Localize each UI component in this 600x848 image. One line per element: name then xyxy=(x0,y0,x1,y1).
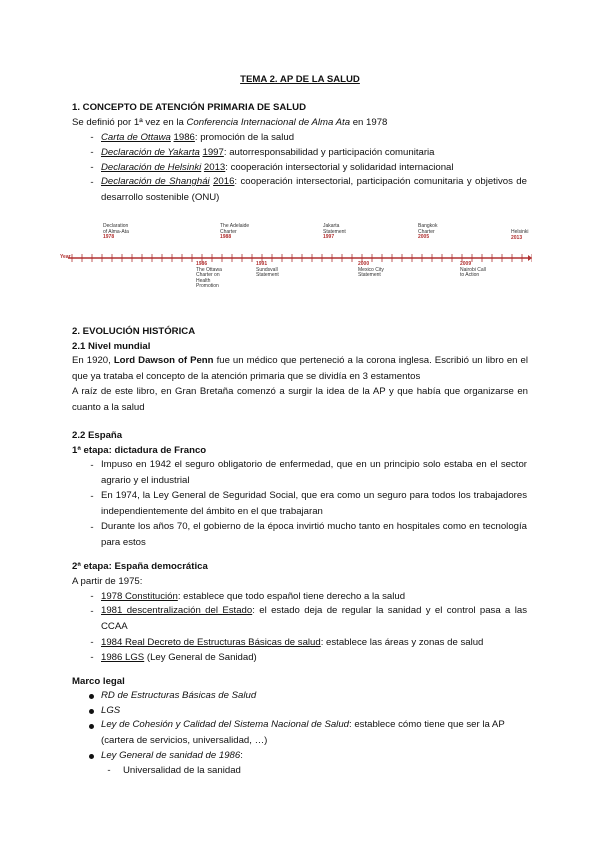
list-dash: - xyxy=(107,765,111,776)
list-item: Ley General de sanidad de 1986: xyxy=(101,750,243,761)
list-dash: - xyxy=(90,606,94,617)
stage-1-heading: 1ª etapa: dictadura de Franco xyxy=(72,445,207,456)
paragraph-dawson: En 1920, Lord Dawson of Penn fue un médico que perteneció a la corona inglesa. Escribió un libro en el que ya trataba el concepto de la atención primaria que se dividía en 3 estamentos xyxy=(72,355,529,382)
list-dash: - xyxy=(90,177,94,188)
section-1-heading: 1. CONCEPTO DE ATENCIÓN PRIMARIA DE SALUD xyxy=(72,102,306,113)
list-dash: - xyxy=(90,132,94,143)
list-item: LGS xyxy=(101,705,121,716)
timeline-event-helsinki: Helsinki 2013 xyxy=(511,229,529,241)
list-item: Universalidad de la sanidad xyxy=(123,765,241,776)
list-dash: - xyxy=(90,491,94,502)
list-item: Declaración de Helsinki 2013: cooperación intersectorial y solidaridad internacional xyxy=(101,162,454,173)
timeline-event-nairobi: 2009 Nairobi Call to Action xyxy=(460,261,486,279)
page-title: TEMA 2. AP DE LA SALUD xyxy=(240,74,360,85)
timeline-event-adelaide: The Adelaide Charter 1988 xyxy=(220,223,250,241)
list-item: RD de Estructuras Básicas de Salud xyxy=(101,690,257,701)
timeline-arrowhead xyxy=(528,255,532,261)
bullet-dot xyxy=(89,709,94,714)
list-item: Impuso en 1942 el seguro obligatorio de enfermedad, que en un principio solo estaba en el sector agrario y el industrial xyxy=(101,459,527,486)
list-item: Ley de Cohesión y Calidad del Sistema Nacional de Salud: establece cómo tiene que ser la AP (cartera de servicios, universalidad, …) xyxy=(101,719,505,746)
subsection-2-1-heading: 2.1 Nivel mundial xyxy=(72,341,151,352)
section-1-intro: Se definió por 1ª vez en la Conferencia Internacional de Alma Ata en 1978 xyxy=(72,117,388,128)
timeline-event-alma-ata: Declaration of Alma-Ata 1978 xyxy=(103,223,129,241)
list-item: 1978 Constitución: establece que todo español tiene derecho a la salud xyxy=(101,591,406,602)
timeline-event-mexico: 2000 Mexico City Statement xyxy=(358,261,384,279)
list-item: Durante los años 70, el gobierno de la época invirtió mucho tanto en hospitales como en tecnología para estos xyxy=(101,521,527,548)
stage-2-heading: 2ª etapa: España democrática xyxy=(72,561,208,572)
list-dash: - xyxy=(90,652,94,663)
bullet-dot xyxy=(89,724,94,729)
health-promotion-timeline xyxy=(62,218,532,298)
list-item: Declaración de Yakarta 1997: autorresponsabilidad y participación comunitaria xyxy=(101,147,435,158)
timeline-event-bangkok: Bangkok Charter 2005 xyxy=(418,223,438,241)
list-dash: - xyxy=(90,460,94,471)
list-dash: - xyxy=(90,162,94,173)
list-item: 1986 LGS (Ley General de Sanidad) xyxy=(101,652,257,663)
timeline-event-jakarta: Jakarta Statement 1997 xyxy=(323,223,346,241)
stage-2-intro: A partir de 1975: xyxy=(72,576,143,587)
list-dash: - xyxy=(90,522,94,533)
timeline-event-sundsvall: 1991 Sundsvall Statement xyxy=(256,261,279,279)
list-dash: - xyxy=(90,637,94,648)
paragraph-britain: A raíz de este libro, en Gran Bretaña comenzó a surgir la idea de la AP y que había que organizarse en cuanto a la salud xyxy=(72,386,528,413)
list-item: 1984 Real Decreto de Estructuras Básicas de salud: establece las áreas y zonas de salud xyxy=(101,637,484,648)
list-dash: - xyxy=(90,591,94,602)
timeline-event-ottawa: 1986 The Ottawa Charter on Health Promotion xyxy=(196,261,222,290)
list-item: En 1974, la Ley General de Seguridad Social, que era como un seguro para todos los trabajadores independientemente del ámbito en el que trabajaran xyxy=(101,490,527,517)
list-item: Carta de Ottawa 1986: promoción de la salud xyxy=(101,132,295,143)
list-dash: - xyxy=(90,147,94,158)
timeline-axis-label: Year xyxy=(60,254,71,260)
list-item: 1981 descentralización del Estado: el estado deja de regular la sanidad y el control pasa a las CCAA xyxy=(101,605,528,632)
list-item: Declaración de Shanghái 2016: cooperación intersectorial, participación comunitaria y objetivos de desarrollo sostenible (ONU) xyxy=(101,176,527,203)
subsection-2-2-heading: 2.2 España xyxy=(72,430,123,441)
section-2-heading: 2. EVOLUCIÓN HISTÓRICA xyxy=(72,326,196,337)
bullet-dot xyxy=(89,754,94,759)
legal-framework-heading: Marco legal xyxy=(72,676,125,687)
bullet-dot xyxy=(89,694,94,699)
